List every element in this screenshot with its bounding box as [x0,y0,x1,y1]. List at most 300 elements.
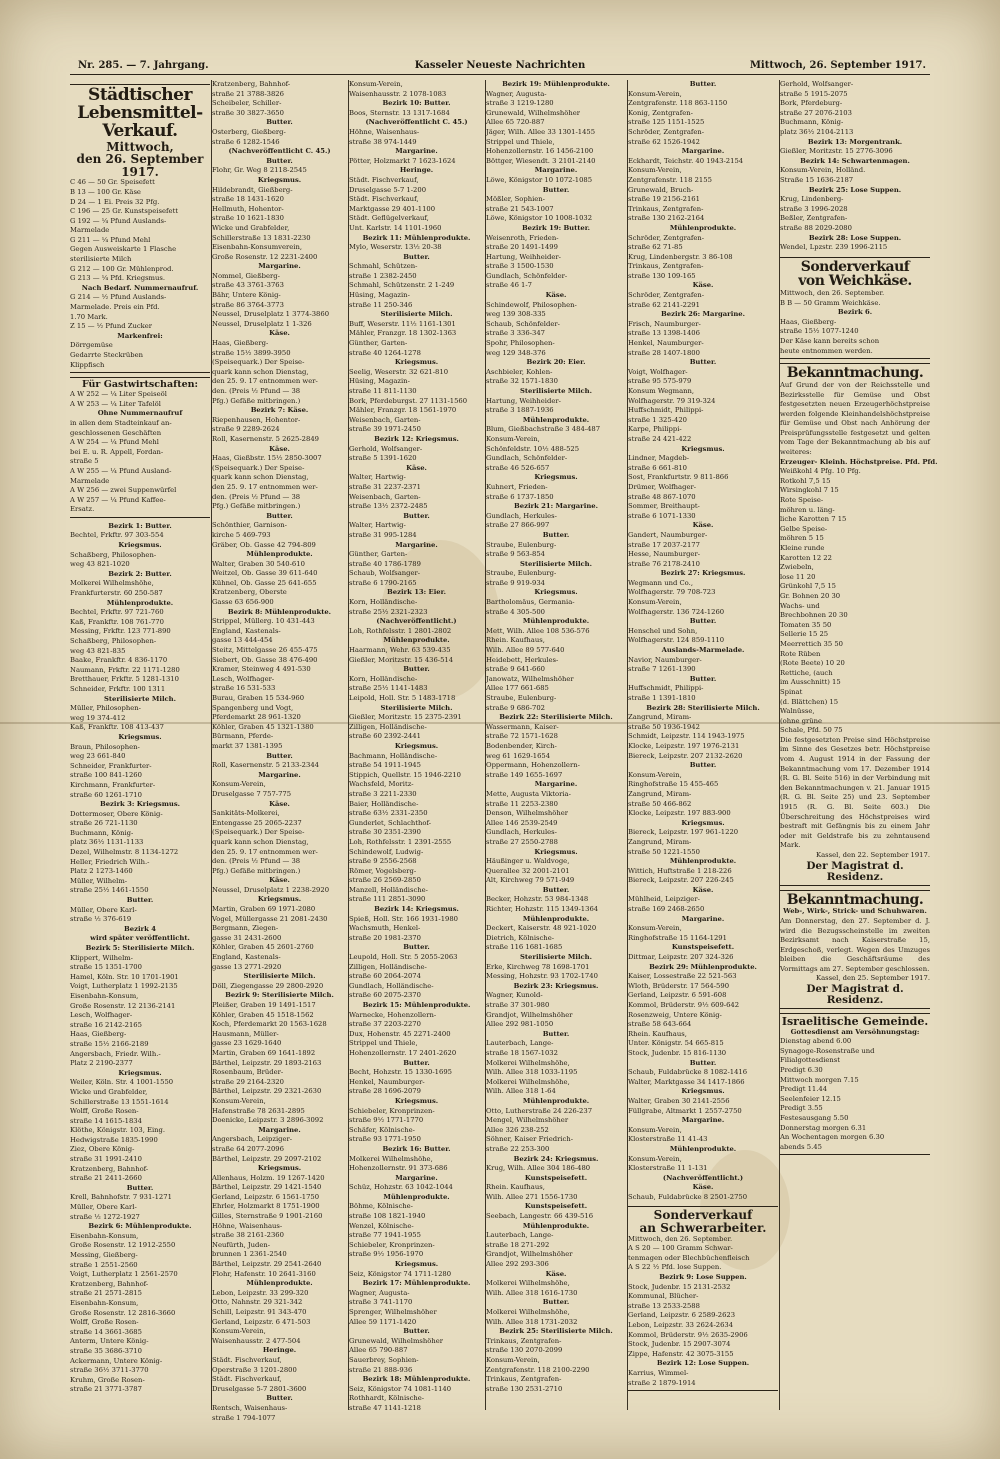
text-line: Weiler, Köln. Str. 4 1001-1550 [70,1078,174,1087]
text-line: Bärthel, Leipzstr. 29 1421-1540 [212,1183,322,1192]
text-line: Messing, Frkftr. 123 771-890 [70,627,171,636]
text-line: Städt. Fischverkauf, [212,1355,282,1364]
text-line: Schill, Leipzstr. 91 343-470 [212,1308,307,1316]
text-line: Margarine. [681,1116,725,1125]
text-line: Henkel, Naumburger- [628,339,704,348]
text-line: Rettiche, (auch [780,668,833,677]
text-line: Konsum Wegmann, [628,387,695,395]
text-line: weg 61 1629-1654 [486,751,551,760]
text-line: straße 9½ 1956-1970 [349,1250,424,1259]
text-line: Druselgasse 7 757-775 [212,789,292,798]
text-line: Waisenhausstr. 2 1078-1083 [349,89,447,98]
text-line: Gelbe Speise- [780,524,828,533]
text-line: den. (Preis ½ Pfund — 38 [212,492,301,501]
column-5 [628,80,778,1410]
text-line: Hohenzollernstr. 16 1456-2100 [486,147,594,156]
text-line: Lesch, Wolfhager- [70,1011,133,1020]
text-line: (d. Blättchen) 15 [780,697,839,706]
text-line: A W 255 — ¼ Pfund Ausland- [70,466,172,475]
text-line: lose 11 20 [780,572,816,581]
text-line: straße 43 3761-3763 [212,281,284,290]
text-line: straße 24 421-422 [628,434,692,443]
text-line: Molkerei Wilhelmshöhe, [486,1279,570,1288]
text-line: Trinkaus, Zentgrafen- [628,262,704,271]
text-line: Sprenger, Wilhelmshöher [349,1308,437,1316]
text-line: Nommel, Gießberg- [212,271,280,280]
notice-date: Kassel, den 22. September 1917. [816,851,930,859]
text-line: quark kann schon Dienstag, [212,837,309,846]
text-line: straße 21 3771-3787 [70,1385,142,1394]
text-line: Bork, Pferdeburgst. 27 1131-1560 [349,396,468,405]
text-line: Konsum-Verein, [628,166,682,175]
text-line: Schillerstraße 13 1551-1614 [70,1097,169,1106]
text-line: platz 36½ 2104-2113 [780,127,854,136]
text-line: Bezirk 12: Kriegsmus. [374,434,459,443]
text-line: Wilh. Allee 318 1033-1195 [486,1068,578,1077]
text-line: Mühlheid, Leipziger- [628,895,700,904]
text-line: weg 129 348-376 [486,348,546,357]
text-line: straße 1 325-420 [628,415,687,424]
text-line: straße 40 1786-1789 [349,559,421,568]
text-line: Mittwoch morgen 7.15 [780,1075,859,1084]
section-title: Für Gastwirtschaften: [81,379,199,391]
text-line: gasse 13 2771-2920 [212,962,282,971]
text-line: Kühnel, Ob. Gasse 25 641-655 [212,578,317,587]
text-line: Krug, Lindenbergstr. 3 86-108 [628,252,733,261]
text-line: Gedarrte Steckrüben [70,351,143,359]
section-title: von Weichkäse. [798,273,912,290]
section-title: Bekanntmachung. [786,891,924,908]
text-line: Bezirk 25: Sterilisierte Milch. [499,1327,613,1336]
text-line: Operstraße 3 1201-2800 [212,1365,297,1374]
text-line: Butter. [689,1058,717,1067]
text-line: Zangrund, Miram- [628,713,692,722]
text-line: Hesse, Naumburger- [628,550,700,559]
text-line: Manzell, Holländische- [349,885,428,894]
text-line: C 46 — 50 Gr. Speisefett [70,178,155,187]
district-list [628,80,778,1202]
text-line: Bezirk 2: Butter. [108,569,172,578]
signature: Der Magistrat d. Residenz. [806,983,904,1007]
text-line: Hohenzollernstr. 17 2401-2620 [349,1048,457,1057]
text-line: Günther, Garten- [349,339,408,348]
text-line: Weisenroth, Frieden- [486,233,559,242]
text-line: Gießler, Moritzstr. 15 2776-3096 [780,147,893,156]
text-line: straße 21 2571-2815 [70,1289,142,1298]
text-line: Dittmar, Leipzstr. 207 324-326 [628,953,734,962]
signature: Der Magistrat d. Residenz. [806,859,904,883]
section-title: an Schwerarbeiter. [639,1221,767,1236]
text-line: Wachsmuth, Henkel- [349,924,421,933]
text-line: Walter, Hartwig- [349,473,406,482]
text-line: Höhne, Waisenhaus- [349,127,420,136]
text-line: Hüsing, Magazin- [349,291,410,300]
text-line: Hedwigstraße 1835-1990 [70,1135,158,1144]
text-line: Kriegsmus. [257,895,302,904]
text-line: straße 3 1219-1280 [486,99,554,108]
text-line: Schaub, Fuldabrücke 8 2501-2750 [628,1192,748,1201]
text-line: Ackermann, Untere König- [70,1356,163,1365]
text-line: Zentgrafenstr. 118 863-1150 [628,99,728,108]
text-line: straße 111 2851-3090 [349,895,426,904]
text-line: Baier, Holländische- [349,799,419,808]
ration-list [780,289,930,356]
text-line: straße 9 686-702 [486,703,545,712]
text-line: Steitz, Mittelgasse 26 455-475 [212,646,318,655]
text-line: Stock, Judenbr. 15 2907-3074 [628,1340,731,1349]
text-line: den 25. 9. 17 entnommen wer- [212,377,318,386]
text-line: Söhner, Kaiser Friedrich- [486,1135,573,1144]
text-line: Eisenbahn-Konsum, [70,1298,139,1307]
text-line: Klosterstraße 11 41-43 [628,1135,708,1144]
text-line: Bretthauer, Frkftr. 5 1281-1310 [70,675,179,684]
text-line: Unter. Königstr. 54 665-815 [628,1039,724,1048]
text-line: Vogel, Müllergasse 21 2081-2430 [212,914,328,923]
text-line: Böttger, Wiesendt. 3 2101-2140 [486,156,596,165]
text-line: Bezirk 21: Margarine. [514,502,598,511]
text-line: Grandjot, Wilhelmshöher [486,1010,573,1019]
text-line: G 211 — ¼ Pfund Mehl [70,235,151,244]
text-line: Butter. [689,80,717,88]
text-line: straße 72 1571-1628 [486,732,558,741]
text-line: Gerland, Leipzstr. 6 2589-2623 [628,1311,736,1320]
text-line: Dux, Hohenstr. 45 2271-2400 [349,1029,451,1038]
text-line: Klocke, Leipzstr. 197 883-900 [628,809,731,818]
text-line: Margarine. [258,770,301,779]
text-line: Margarine. [681,147,725,156]
text-line: Frisch, Naumburger- [628,319,701,328]
text-line: straße 64 2077-2096 [212,1144,284,1153]
text-line: straße 95 575-979 [628,377,692,386]
text-line: Kratzenberg, Bahnhof- [70,1279,149,1288]
text-line: Biereck, Leipzstr. 197 961-1220 [628,828,739,837]
text-line: straße 100 841-1260 [70,771,142,780]
text-line: Kriegsmus. [118,1068,162,1077]
text-line: straße 31 2237-2371 [349,482,421,491]
text-line: Seebach, Langestr. 66 439-516 [486,1212,594,1221]
text-line: Butter. [266,751,293,760]
text-line: Kriegsmus. [534,588,578,597]
text-line: Z 15 — ½ Pfund Zucker [70,322,153,331]
text-line: straße 25½ 2321-2323 [349,607,428,616]
text-line: Spieß, Holl. Str. 166 1931-1980 [349,914,458,923]
text-line: Bezirk 12: Lose Suppen. [656,1359,750,1368]
text-line: Butter. [403,943,430,952]
text-line: Wachsfeld, Moritz- [349,780,414,789]
text-line: Henkel, Naumburger- [349,1077,425,1086]
text-line: Sterilisierte Milch. [104,694,176,703]
text-line: Gundlach, Herkules- [486,511,557,520]
text-line: Bärthel, Leipzstr. 29 2097-2102 [212,1154,322,1163]
text-line: Schönfeldstr. 10½ 488-525 [486,444,580,453]
text-line: Gunderlet, Schlachthof- [349,818,432,827]
text-line: markt 37 1381-1395 [212,741,283,750]
text-line: Straube, Eulenburg- [486,694,557,702]
text-line: Mühlenprodukte. [522,1096,590,1105]
text-line: Kommunal, Blücher- [628,1292,699,1301]
text-line: A S 22 ½ Pfd. lose Suppen. [628,1263,722,1272]
text-line: Klosterstraße 11 1-131 [628,1164,708,1173]
text-line: Bechtel, Frkftr. 97 303-554 [70,531,164,540]
text-line: England, Kastenals- [212,626,281,635]
text-line: A W 253 — ¼ Liter Tafelöl [70,399,161,408]
text-line: Bezirk 17: Mühlenprodukte. [362,1279,471,1288]
text-line: Müller, Obere Karl- [70,1203,137,1212]
text-line: Kratzenberg, Oberste [212,588,287,597]
text-line: Mühlenprodukte. [522,1221,590,1230]
text-line: Mühlenprodukte. [669,223,737,232]
text-line: Höhne, Waisenhaus- [212,1221,283,1230]
text-line: straße 60 1261-1710 [70,790,142,799]
text-line: Käse. [545,1269,567,1278]
text-line: Sankitäts-Molkerei, [212,809,280,818]
text-line: straße 13 1398-1406 [628,329,700,338]
text-line: Voigt, Lutherplatz 1 1992-2135 [70,982,178,991]
text-line: heute entnommen werden. [780,346,873,355]
text-line: Margarine. [681,914,725,923]
text-line: straße 31 1991-2410 [70,1155,142,1164]
text-line: Schale, Pfd. 50 75 [780,726,843,735]
text-line: Mette, Augusta Viktoria- [486,789,571,798]
text-line: Mähler, Franzgr. 18 1302-1363 [349,329,457,338]
text-line: Sterilisierte Milch. [380,703,453,712]
text-line: Käse. [269,799,290,808]
text-line: Dörrgemüse [70,341,113,350]
text-line: Roll, Kasernenstr. 5 2133-2344 [212,761,319,770]
text-line: Dottermoser, Obere König- [70,809,163,818]
text-line: Bechtel, Frkftr. 97 721-760 [70,608,164,617]
text-line: möhren u. läng- [780,505,835,514]
text-line: straße 6 1282-1546 [212,137,280,146]
ration-list [70,178,210,370]
text-line: G 214 — ½ Pfund Auslands- [70,293,167,302]
text-line: Bezirk 4 [124,924,156,933]
text-line: Bergmann, Ziegen- [212,924,279,933]
notice-text: Die festgesetzten Preise sind Höchstpreise im Sinne des Gesetzes betr. Höchstpreise vom 4. August 1914 in der Fassung der Bekanntmachung vom 17. Dezember 1914 (R. G. Bl. Seite 516) in der Verbindung mit den Bekanntmachungen v. 21. Januar 1915 (R. G. Bl. Seite 25) und 23. September 1915 (R. G. Bl. Seite 603.) Die Überschreitung des Höchstpreises wird bestraft mit Gefängnis bis zu einem Jahr oder mit Geldstrafe bis zu zehntausend Mark. [780,735,930,850]
notice-text: Auf Grund der von der Reichsstelle und Bezirksstelle für Gemüse und Obst festgesetzten neuen Erzeugerhöchstpreise werden folgende Kleinhandelshöchstpreise für Gemüse und Obst nach Anhörung der Preisprüfungsstelle festgesetzt und gelten vom Tage der Bekanntmachung ab bis auf weiteres: [780,380,930,457]
text-line: Pfg.) Gefäße mitbringen.) [212,866,301,875]
column-1 [70,80,210,1410]
text-line: Pfg.) Gefäße mitbringen.) [212,502,301,511]
district-list [70,522,210,1395]
text-line: Querallee 32 2001-2101 [486,866,570,875]
text-line: Große Rosenstr. 12 2136-2141 [70,1001,176,1010]
text-line: Kriegsmus. [681,1087,725,1096]
text-line: straße 46 526-657 [486,463,550,472]
text-line: straße 29 2164-2320 [212,1077,284,1086]
text-line: Konsum-Verein, [628,770,682,779]
text-line: straße 3 741-1170 [349,1298,413,1307]
text-line: Kaß, Frankftr. 108 413-437 [70,723,164,732]
text-line: straße 130 109-165 [628,271,696,280]
text-line: straße 30 2351-2390 [349,828,421,837]
text-line: Butter. [542,885,570,894]
text-line: abends 5.45 [780,1142,822,1151]
text-line: bei E. u. R. Appell, Fordan- [70,447,164,456]
price-table [780,467,930,736]
text-line: Große Rosenstr. 12 1912-2550 [70,1241,176,1250]
text-line: Sterilisierte Milch. [243,972,316,981]
lebensmittel-notice [70,84,210,373]
text-line: straße 6 1071-1330 [628,511,696,520]
text-line: Käse. [269,876,290,885]
text-line: Butter. [266,156,293,165]
text-line: straße 3 2211-2330 [349,789,417,798]
text-line: Wassermann, Kaiser- [486,722,559,731]
text-line: Otto, Lutherstraße 24 226-237 [486,1106,593,1115]
text-line: Karotten 12 22 [780,553,832,562]
text-line: straße 3 1996-2028 [780,204,848,213]
text-line: straße 38 974-1449 [349,137,417,146]
text-line: straße 9 641-660 [486,665,545,674]
text-line: Seelig, Weserstr. 32 621-810 [349,367,449,376]
text-line: Hartung, Weihheider- [486,252,561,261]
text-line: den. (Preis ½ Pfund — 38 [212,857,301,866]
text-line: Osterberg, Gießberg- [212,127,286,136]
text-line: Wolfhagerstr. 124 859-1110 [628,636,725,645]
text-line: Messing, Gießberg- [70,1251,138,1259]
text-line: straße 76 2178-2410 [628,559,700,568]
text-line: (Nachveröffentlicht.) [376,617,457,626]
text-line: Druselgasse 5-7 1-200 [349,185,427,194]
text-line: Wolfhagerstr. 136 724-1260 [628,607,725,616]
text-line: straße 15½ 3899-3950 [212,348,291,357]
text-line: Becker, Hohzstr. 53 984-1348 [486,895,589,904]
text-line: Auslands-Marmelade. [661,646,745,655]
text-line: Gerhold, Wolfsanger- [780,80,854,88]
text-line: Wagner, Augusta- [486,89,547,98]
text-line: Flohr, Hafenstr. 10 2641-3160 [212,1269,316,1278]
section-title: Bekanntmachung. [786,365,924,382]
text-line: Drümer, Wolfhager- [628,482,697,491]
text-line: Nach Bedarf. Nummernaufruf. [81,283,199,292]
text-line: Hamel, Köln. Str. 10 1701-1901 [70,972,179,981]
text-line: Bodenbender, Kirch- [486,741,557,750]
issue-date: Mittwoch, 26. September 1917. [749,60,926,71]
text-line: A W 252 — ¼ Liter Speiseöl [70,390,167,399]
text-line: straße 5 1391-1620 [349,454,417,463]
text-line: Krug, Wilh. Allee 304 186-480 [486,1164,591,1173]
text-line: Butter. [542,185,570,194]
text-line: Ersatz. [70,505,95,514]
text-line: Straube, Eulenburg- [486,540,557,549]
text-line: straße 7 1261-1390 [628,665,696,674]
text-line: straße 6 1737-1850 [486,492,554,501]
text-line: Braun, Philosophen- [70,742,140,751]
text-line: Gandert, Naumburger- [628,530,708,539]
text-line: den. (Preis ½ Pfund — 38 [212,387,301,395]
text-line: Bezirk 6. [837,308,873,317]
text-line: England, Kastenals- [212,953,281,962]
text-line: Römer, Vogelsberg- [349,866,417,875]
text-line: Butter. [266,1394,293,1403]
text-line: Städt. Fischverkauf, [212,1375,282,1384]
text-line: straße ½ 1272-1927 [70,1212,140,1221]
text-line: straße 3 1500-1530 [486,262,554,271]
text-line: Otto, Nahnstr. 29 321-342 [212,1298,303,1307]
text-line: Hohenzollernstr. 91 373-686 [349,1164,448,1173]
text-line: Mittwoch, den 26. September. [780,289,885,298]
text-line: Allee 292 293-306 [486,1260,549,1269]
text-line: Müller, Wilhelm- [70,876,128,885]
text-line: D 24 — 1 Ei. Preis 32 Pfg. [70,197,160,206]
text-line: Konsum-Verein, [628,1154,682,1163]
notice-sub: Web-, Wirk-, Strick- und Schuhwaren. [783,907,927,916]
text-line: Haarmann, Wehr. 63 539-435 [349,646,451,655]
text-line: Margarine. [534,166,578,175]
text-line: Butter. [542,1029,570,1038]
text-line: Rentsch, Waisenhaus- [212,1403,288,1412]
text-line: Schaßberg, Philosophen- [70,637,157,645]
text-line: straße 58 643-664 [628,1020,692,1029]
text-line: straße 169 2468-2650 [628,905,705,914]
text-line: Waisenhausstr. 2 477-504 [212,1336,301,1345]
text-line: wird später veröffentlicht. [90,934,190,943]
text-line: Mühlenprodukte. [383,1192,450,1201]
text-line: Bezirk 3: Kriegsmus. [99,800,181,809]
text-line: Bezirk 7: Käse. [250,406,309,415]
notice-title: Städtischer [88,85,192,105]
column-3 [349,80,484,1410]
text-line: Butter. [403,511,430,520]
text-line: Alt, Kirchweg 79 571-949 [486,876,575,885]
text-line: Bezirk 19: Butter. [521,223,591,232]
text-line: Gasse 63 656-900 [212,598,274,607]
text-line: straße 19 2156-2161 [628,195,700,204]
text-line: Wicke und Grabfelder, [70,1087,148,1096]
text-line: Straube, Eulenburg- [486,569,557,578]
text-line: Zangrund, Miram- [628,789,692,798]
text-line: Kriegsmus. [681,818,725,827]
text-line: straße 37 2203-2270 [349,1020,421,1029]
text-line: Bachmann, Holländische- [349,751,438,760]
text-line: Klocke, Leipzstr. 197 1976-2131 [628,741,740,750]
text-line: Bezirk 6: Mühlenprodukte. [88,1222,192,1231]
text-line: Kunstspeisefett. [671,943,735,952]
text-line: Mühlenprodukte. [383,636,450,645]
text-line: Mühlenprodukte. [522,914,590,923]
text-line: Huffschmidt, Philippi- [628,406,704,415]
text-line: Weißkohl 4 Pfg. 10 Pfg. [780,467,861,476]
text-line: Wittich, Huftstraße 1 218-226 [628,866,732,875]
text-line: Lesch, Wolfhager- [212,674,275,683]
text-line: Wolfhagerstr. 79 319-324 [628,396,716,405]
text-line: Kriegsmus. [257,175,302,184]
text-line: Käse. [692,1183,714,1192]
text-line: straße 25½ 1461-1550 [70,886,149,895]
text-line: (Speisequark.) Der Speise- [212,358,305,367]
text-line: Weisenbach, Garten- [349,415,421,424]
text-line: weg 43 821-1020 [70,560,130,569]
text-line: Heidebett, Herkules- [486,655,559,664]
text-line: Schaub, Schönfelder- [486,319,560,328]
text-line: Unt. Karlstr. 14 1101-1960 [349,223,442,232]
text-line: straße 28 1696-2079 [349,1087,421,1096]
text-line: straße 40 1264-1278 [349,348,421,357]
text-line: Voigt, Lutherplatz 1 2561-2570 [70,1270,178,1279]
text-line: Klippfisch [70,360,105,369]
text-line: Eisenbahn-Konsum, [70,1231,139,1240]
text-line: straße 9½ 1771-1770 [349,1116,424,1125]
text-line: Gerland, Leipzstr. 6 471-503 [212,1317,311,1326]
text-line: straße 21 543-1007 [486,204,554,213]
text-line: Tomaten 35 50 [780,620,832,629]
text-line: Käse. [545,291,567,300]
text-line: Große Rosenstr. 12 2816-3660 [70,1308,176,1317]
text-line: Köhler, Graben 45 1321-1380 [212,722,314,731]
text-line: straße 18 1567-1032 [486,1048,558,1057]
text-line: Rote Rüben [780,649,821,658]
